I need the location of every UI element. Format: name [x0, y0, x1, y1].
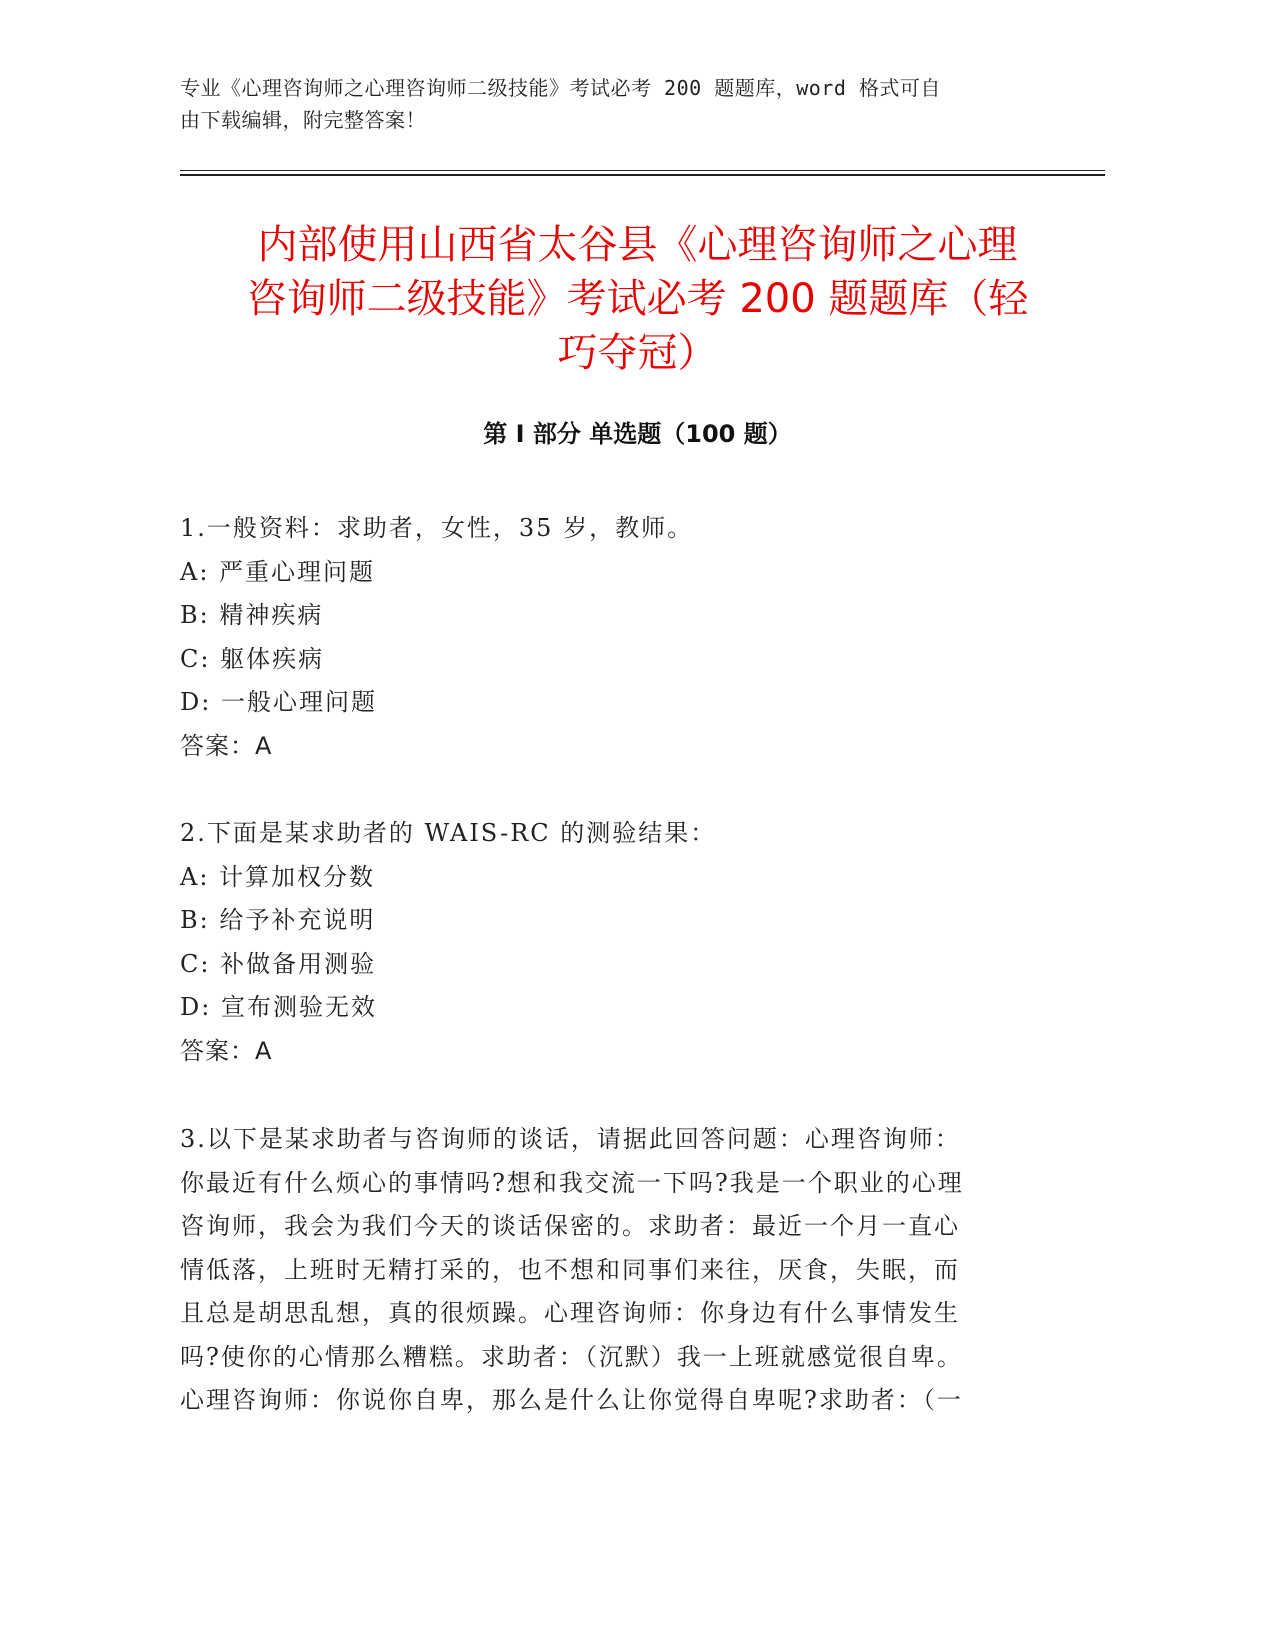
question-text-line: 你最近有什么烦心的事情吗?想和我交流一下吗?我是一个职业的心理: [180, 1168, 964, 1197]
question-2: [180, 812, 1040, 1073]
document-title-line-1: 内部使用山西省太谷县《心理咨询师之心理: [257, 222, 1018, 268]
header-divider-thick: [180, 174, 1105, 176]
question-text-line: 心理咨询师：你说你自卑，那么是什么让你觉得自卑呢?求助者：（一: [180, 1386, 963, 1414]
question-text-line: 且总是胡思乱想，真的很烦躁。心理咨询师：你身边有什么事情发生: [180, 1299, 960, 1327]
question-text-line: 咨询师，我会为我们今天的谈话保密的。求助者：最近一个月一直心: [180, 1212, 960, 1240]
option-a: A: 计算加权分数: [180, 862, 376, 891]
header-divider-thin: [180, 170, 1105, 171]
option-d: D: 一般心理问题: [180, 688, 377, 716]
question-1: [180, 507, 1040, 768]
answer-line: 答案：A: [180, 1036, 273, 1065]
option-b: B: 精神疾病: [180, 601, 324, 629]
answer-line: 答案：A: [180, 731, 273, 760]
option-d: D: 宣布测验无效: [180, 993, 377, 1021]
question-stem: 2.下面是某求助者的 WAIS-RC 的测验结果：: [180, 819, 717, 847]
header-note-line-1: 专业《心理咨询师之心理咨询师二级技能》考试必考 200 题题库，word 格式可自: [180, 76, 941, 100]
question-3: [180, 1118, 1040, 1423]
header-note: [180, 72, 1040, 136]
document-title: [150, 218, 1125, 380]
question-stem: 1.一般资料：求助者，女性，35 岁，教师。: [180, 514, 694, 542]
option-b: B: 给予补充说明: [180, 906, 376, 934]
document-title-line-2: 咨询师二级技能》考试必考 200 题题库（轻: [246, 276, 1029, 322]
option-c: C: 补做备用测验: [180, 949, 377, 978]
option-a: A: 严重心理问题: [180, 557, 376, 586]
option-c: C: 躯体疾病: [180, 644, 325, 673]
header-note-line-2: 由下载编辑，附完整答案！: [180, 108, 426, 132]
section-heading: 第 I 部分 单选题（100 题）: [483, 420, 792, 448]
question-text-line: 吗?使你的心情那么糟糕。求助者：（沉默）我一上班就感觉很自卑。: [180, 1342, 963, 1371]
question-text-line: 情低落，上班时无精打采的，也不想和同事们来往，厌食，失眠，而: [180, 1255, 960, 1284]
document-title-line-3: 巧夺冠）: [557, 330, 718, 376]
question-text-line: 3.以下是某求助者与咨询师的谈话，请据此回答问题：心理咨询师：: [180, 1125, 961, 1153]
